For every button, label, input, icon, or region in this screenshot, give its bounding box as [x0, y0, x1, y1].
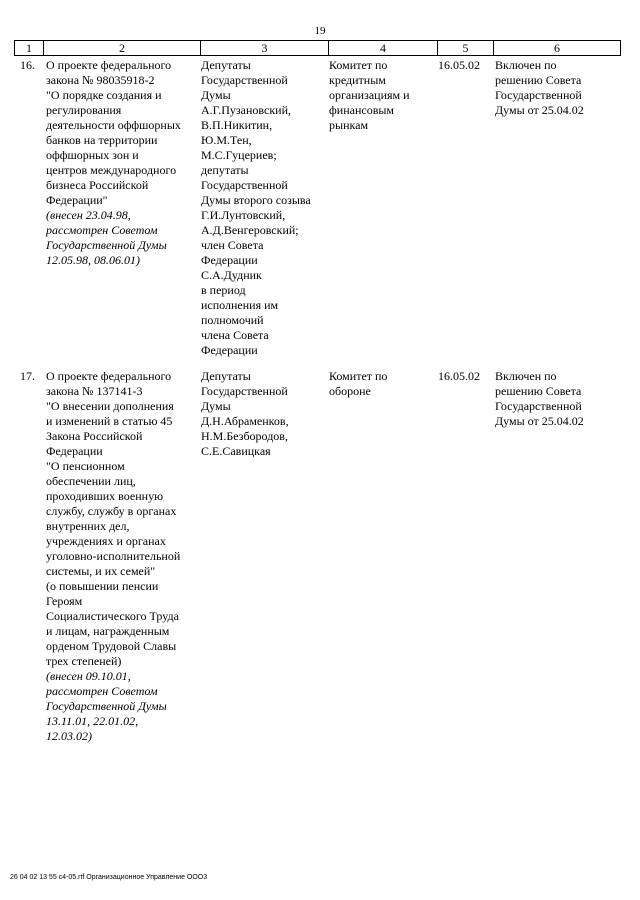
bill-status-line: 12.03.02): [46, 729, 92, 743]
date: 16.05.02: [438, 369, 480, 383]
author-line: Думы второго созыва: [201, 193, 311, 207]
column-header-5: 5: [462, 41, 469, 55]
committee: [329, 58, 410, 133]
committee: [329, 369, 387, 399]
bill-title-line: уголовно-исполнительной: [46, 549, 181, 563]
bill-title-line: учреждениях и органах: [46, 534, 166, 548]
author-line: в период: [201, 283, 246, 297]
bill-title-line: системы, и их семей": [46, 564, 156, 578]
author-line: Н.М.Безбородов,: [201, 429, 288, 443]
bill-title-line: трех степеней): [46, 654, 122, 668]
author-line: Д.Н.Абраменков,: [201, 414, 289, 428]
bill-title-line: закона № 137141-3: [46, 384, 143, 398]
author-line: С.А.Дудник: [201, 268, 262, 282]
author-line: М.С.Гуцериев;: [201, 148, 277, 162]
author-line: Г.И.Лунтовский,: [201, 208, 286, 222]
bill-title-line: Социалистического Труда: [46, 609, 179, 623]
bill-title-line: Героям: [46, 594, 83, 608]
bill-title-line: орденом Трудовой Славы: [46, 639, 177, 653]
bill-title-line: закона № 98035918-2: [46, 73, 155, 87]
bill-title-line: О проекте федерального: [46, 58, 172, 72]
author-line: Федерации: [201, 253, 258, 267]
bill-title-line: проходивших военную: [46, 489, 164, 503]
author-line: Думы: [201, 88, 231, 102]
author-line: Думы: [201, 399, 231, 413]
author-line: А.Д.Венгеровский;: [201, 223, 299, 237]
bill-title-line: и изменений в статью 45: [46, 414, 173, 428]
column-header-3: 3: [261, 41, 268, 55]
bill-status-line: (внесен 09.10.01,: [46, 669, 131, 683]
committee-line: организациям и: [329, 88, 410, 102]
author-line: С.Е.Савицкая: [201, 444, 271, 458]
bill-title-line: Федерации: [46, 444, 103, 458]
bill-title: [46, 369, 180, 744]
bill-title-line: обеспечении лиц,: [46, 474, 136, 488]
bill-title-line: оффшорных зон и: [46, 148, 139, 162]
bill-authors: [201, 369, 289, 459]
bill-title-line: внутренних дел,: [46, 519, 130, 533]
bill-status-line: 13.11.01, 22.01.02,: [46, 714, 139, 728]
bill-title-line: (о повышении пенсии: [46, 579, 159, 593]
decision: [495, 58, 584, 118]
column-header-1: 1: [26, 41, 32, 55]
bill-status-line: Государственной Думы: [46, 238, 167, 252]
author-line: А.Г.Пузановский,: [201, 103, 291, 117]
bill-title-line: О проекте федерального: [46, 369, 172, 383]
bill-title-line: центров международного: [46, 163, 177, 177]
bill-title-line: "О порядке создания и: [46, 88, 162, 102]
decision-line: Думы от 25.04.02: [495, 103, 584, 117]
bill-status-line: (внесен 23.04.98,: [46, 208, 131, 222]
bill-status-line: Государственной Думы: [46, 699, 167, 713]
bill-title-line: службу, службу в органах: [46, 504, 177, 518]
author-line: полномочий: [201, 313, 264, 327]
author-line: Ю.М.Тен,: [201, 133, 252, 147]
bill-title-line: деятельности оффшорных: [46, 118, 181, 132]
committee-line: рынкам: [329, 118, 369, 132]
bill-title-line: банков на территории: [46, 133, 158, 147]
footer-print-info: 26 04 02 13 55 c4-05.rtf Организационное Управление ООО3: [10, 874, 208, 881]
column-header-4: 4: [380, 41, 386, 55]
author-line: член Совета: [201, 238, 264, 252]
author-line: Государственной: [201, 73, 288, 87]
bill-status: [46, 669, 180, 744]
date: 16.05.02: [438, 58, 480, 72]
author-line: депутаты: [201, 163, 249, 177]
page-number: 19: [314, 25, 326, 37]
decision-line: решению Совета: [495, 73, 582, 87]
author-line: Федерации: [201, 343, 258, 357]
bill-authors: [201, 58, 311, 358]
decision-line: Государственной: [495, 88, 582, 102]
column-header-6: 6: [554, 41, 560, 55]
bill-status-line: 12.05.98, 08.06.01): [46, 253, 140, 267]
committee-line: кредитным: [329, 73, 386, 87]
row-number: 16.: [20, 58, 35, 72]
bill-status-line: рассмотрен Советом: [46, 684, 158, 698]
bill-title-line: "О внесении дополнения: [46, 399, 174, 413]
decision-line: Думы от 25.04.02: [495, 414, 584, 428]
decision-line: Государственной: [495, 399, 582, 413]
bill-title-line: Федерации": [46, 193, 108, 207]
decision-line: решению Совета: [495, 384, 582, 398]
committee-line: Комитет по: [329, 369, 388, 383]
bill-title-line: регулирования: [46, 103, 122, 117]
decision-line: Включен по: [495, 369, 557, 383]
author-line: Государственной: [201, 384, 288, 398]
committee-line: Комитет по: [329, 58, 388, 72]
row-number: 17.: [20, 369, 35, 383]
bill-title-line: бизнеса Российской: [46, 178, 149, 192]
author-line: Депутаты: [201, 58, 251, 72]
bill-status: [46, 208, 181, 268]
author-line: Депутаты: [201, 369, 251, 383]
bill-title-line: и лицам, награжденным: [46, 624, 170, 638]
committee-line: финансовым: [329, 103, 395, 117]
author-line: члена Совета: [201, 328, 269, 342]
bill-title-line: "О пенсионном: [46, 459, 125, 473]
column-header-2: 2: [119, 41, 125, 55]
bill-title: [46, 58, 181, 268]
decision-line: Включен по: [495, 58, 557, 72]
bill-status-line: рассмотрен Советом: [46, 223, 158, 237]
author-line: Государственной: [201, 178, 288, 192]
bill-title-line: Закона Российской: [46, 429, 143, 443]
committee-line: обороне: [329, 384, 371, 398]
decision: [495, 369, 584, 429]
author-line: исполнения им: [201, 298, 279, 312]
column-header-row: [14, 40, 621, 56]
author-line: В.П.Никитин,: [201, 118, 273, 132]
